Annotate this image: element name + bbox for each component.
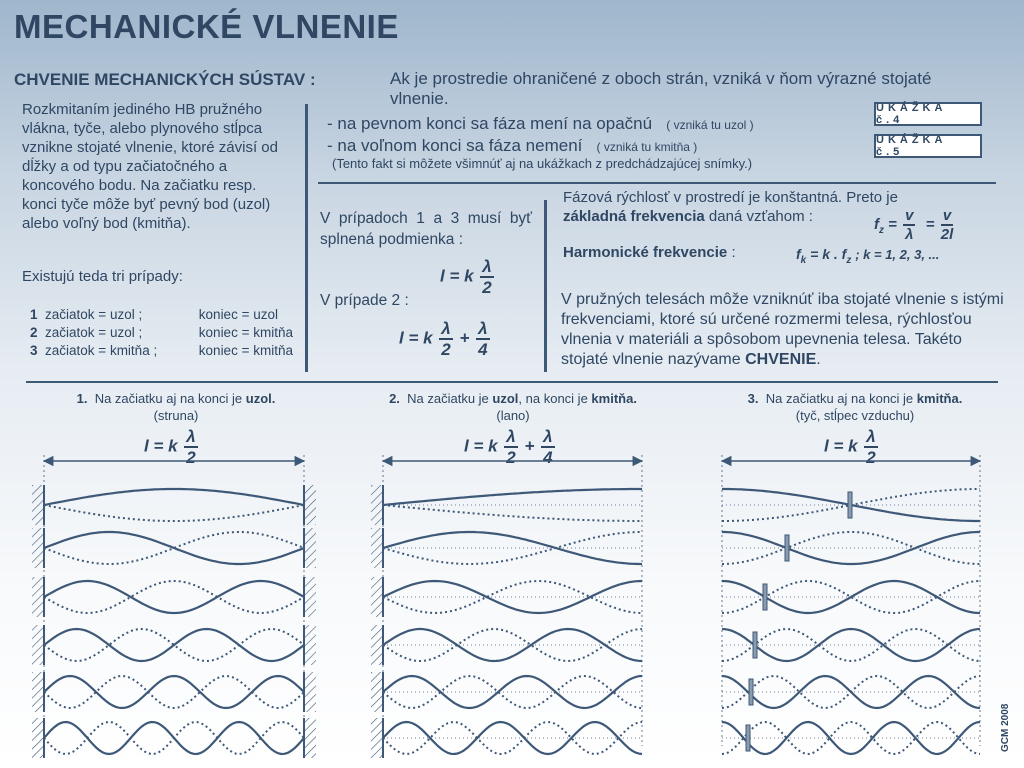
k-values: ; k = 1, 2, 3, ...	[855, 247, 940, 262]
two-l: 2l	[940, 226, 954, 243]
denominator: 2	[482, 278, 492, 297]
wall-hatch	[371, 718, 383, 758]
clamp-marker	[848, 492, 852, 518]
intro-text: Ak je prostredie ohraničené z oboch strán, vzniká v ňom výrazné stojaté vlnenie.	[390, 69, 932, 108]
section-subtitle: CHVENIE MECHANICKÝCH SÚSTAV :	[14, 70, 316, 89]
oscillation-body: V pružných telesách môže vzniknúť iba stojaté vlnenie s istými frekvenciami, ktoré sú určené rozmermi telesa, rýchlosťou vlnenia v materiáli a spôsobom upevnenia telesa. Takéto stojaté vlnenie nazývame	[561, 291, 1004, 368]
wall-hatch	[32, 485, 44, 525]
lambda: λ	[905, 226, 914, 243]
case-start: začiatok = kmitňa ;	[45, 343, 158, 358]
v-symbol: v	[905, 207, 914, 224]
clamp-marker	[763, 584, 767, 610]
wall-hatch	[371, 577, 383, 617]
wall-hatch	[371, 528, 383, 568]
f-symbol: f	[796, 246, 801, 262]
case-start: začiatok = uzol ;	[45, 307, 143, 322]
plus-sign: +	[459, 328, 470, 348]
clamp-marker	[746, 725, 750, 751]
wall-hatch	[304, 718, 316, 758]
left-description: Rozkmitaním jediného HB pružného vlákna, tyče, alebo plynového stĺpca vznikne stojaté vlnenie, ktoré závisí od dĺžky a od typu začiatočného a koncového bodu. Na začiatku resp. konci tyče môže byť pevný bod (uzol) alebo voľný bod (kmitňa).	[22, 101, 278, 232]
z-subscript: z	[846, 254, 852, 266]
v-symbol: v	[942, 207, 952, 224]
case-start: začiatok = uzol ;	[45, 325, 143, 340]
wall-hatch	[32, 577, 44, 617]
wall-hatch	[371, 485, 383, 525]
wall-hatch	[304, 528, 316, 568]
wall-hatch	[32, 625, 44, 665]
wall-hatch	[304, 625, 316, 665]
phase-free-note: ( vzniká tu kmitňa )	[596, 140, 698, 154]
wave-solid	[722, 581, 980, 613]
wave-solid	[44, 532, 304, 564]
lambda: λ	[478, 319, 488, 338]
fundamental-rest: daná vzťahom :	[708, 208, 813, 225]
wall-hatch	[304, 672, 316, 712]
panel-3-formula: l = k $\frac{\lambda}{2}$	[824, 427, 876, 467]
panel-1-title: 1. Na začiatku aj na konci je uzol. (struna)	[76, 391, 276, 423]
oscillation-end: .	[816, 351, 821, 368]
lambda: λ	[482, 257, 492, 276]
harmonic-rest: = k . f	[810, 246, 847, 262]
f-symbol: f	[874, 215, 879, 233]
wall-hatch	[32, 672, 44, 712]
wall-hatch	[304, 485, 316, 525]
f-subscript: z	[879, 224, 884, 236]
example-4-button[interactable]: UKÁŽKA č.4	[874, 102, 982, 126]
panel-1-formula: l = k $\frac{\lambda}{2}$	[144, 427, 196, 467]
k-subscript: k	[800, 254, 807, 266]
wave-solid	[383, 629, 642, 661]
wave-dotted	[383, 505, 642, 521]
formula-l: l = k	[440, 266, 474, 286]
case-number: 2	[30, 325, 38, 340]
three-cases-heading: Existujú teda tri prípady:	[22, 268, 183, 285]
denominator: 2	[441, 340, 451, 359]
equals: =	[888, 215, 897, 233]
harmonic-label: Harmonické frekvencie	[563, 244, 728, 261]
panel-2-title: 2. Na začiatku je uzol, na konci je kmitňa. (lano)	[389, 391, 637, 423]
oscillation-bold: CHVENIE	[745, 351, 817, 368]
fundamental-bold: základná frekvencia	[563, 208, 705, 225]
case-number: 3	[30, 343, 38, 358]
previous-slide-note: (Tento fakt si môžete všimnúť aj na ukážkach z predchádzajúcej snímky.)	[332, 156, 753, 171]
example-5-button[interactable]: UKÁŽKA č.5	[874, 134, 982, 158]
clamp-marker	[785, 535, 789, 561]
wave-dotted	[44, 581, 304, 613]
wave-solid	[44, 489, 304, 505]
wall-hatch	[32, 718, 44, 758]
condition-text: V prípadoch 1 a 3 musí byť splnená podmienka :	[320, 210, 532, 248]
credit-text: GCM 2008	[1000, 703, 1011, 752]
wave-dotted	[44, 505, 304, 521]
case-2-text: V prípade 2 :	[320, 292, 409, 309]
wave-dotted	[44, 722, 304, 754]
phase-speed-text: Fázová rýchlosť v prostredí je konštantná. Preto je	[563, 189, 898, 206]
phase-fixed-text: - na pevnom konci sa fáza mení na opačnú	[327, 114, 653, 133]
page-title: MECHANICKÉ VLNENIE	[14, 8, 399, 45]
case-end: koniec = kmitňa	[198, 343, 293, 358]
wave-solid	[383, 489, 642, 505]
panel-2-formula: l = k $\frac{\lambda}{2}$ + $\frac{\lambda}{4}$	[464, 427, 553, 467]
wave-solid	[44, 581, 304, 613]
panel-3-title: 3. Na začiatku aj na konci je kmitňa. (tyč, stĺpec vzduchu)	[747, 391, 963, 423]
wall-hatch	[371, 625, 383, 665]
case-end: koniec = uzol	[198, 307, 278, 322]
formula-l: l = k	[399, 328, 433, 348]
harmonic-colon: :	[731, 244, 736, 261]
phase-free-text: - na voľnom konci sa fáza nemení	[327, 136, 583, 155]
equals: =	[925, 215, 935, 233]
wall-hatch	[32, 528, 44, 568]
denominator: 4	[478, 340, 488, 359]
wall-hatch	[371, 672, 383, 712]
wall-hatch	[304, 577, 316, 617]
case-number: 1	[30, 307, 38, 322]
clamp-marker	[753, 632, 757, 658]
case-end: koniec = kmitňa	[198, 325, 293, 340]
wave-solid	[44, 629, 304, 661]
lambda: λ	[441, 319, 451, 338]
phase-fixed-note: ( vzniká tu uzol )	[666, 118, 754, 132]
clamp-marker	[749, 679, 753, 705]
